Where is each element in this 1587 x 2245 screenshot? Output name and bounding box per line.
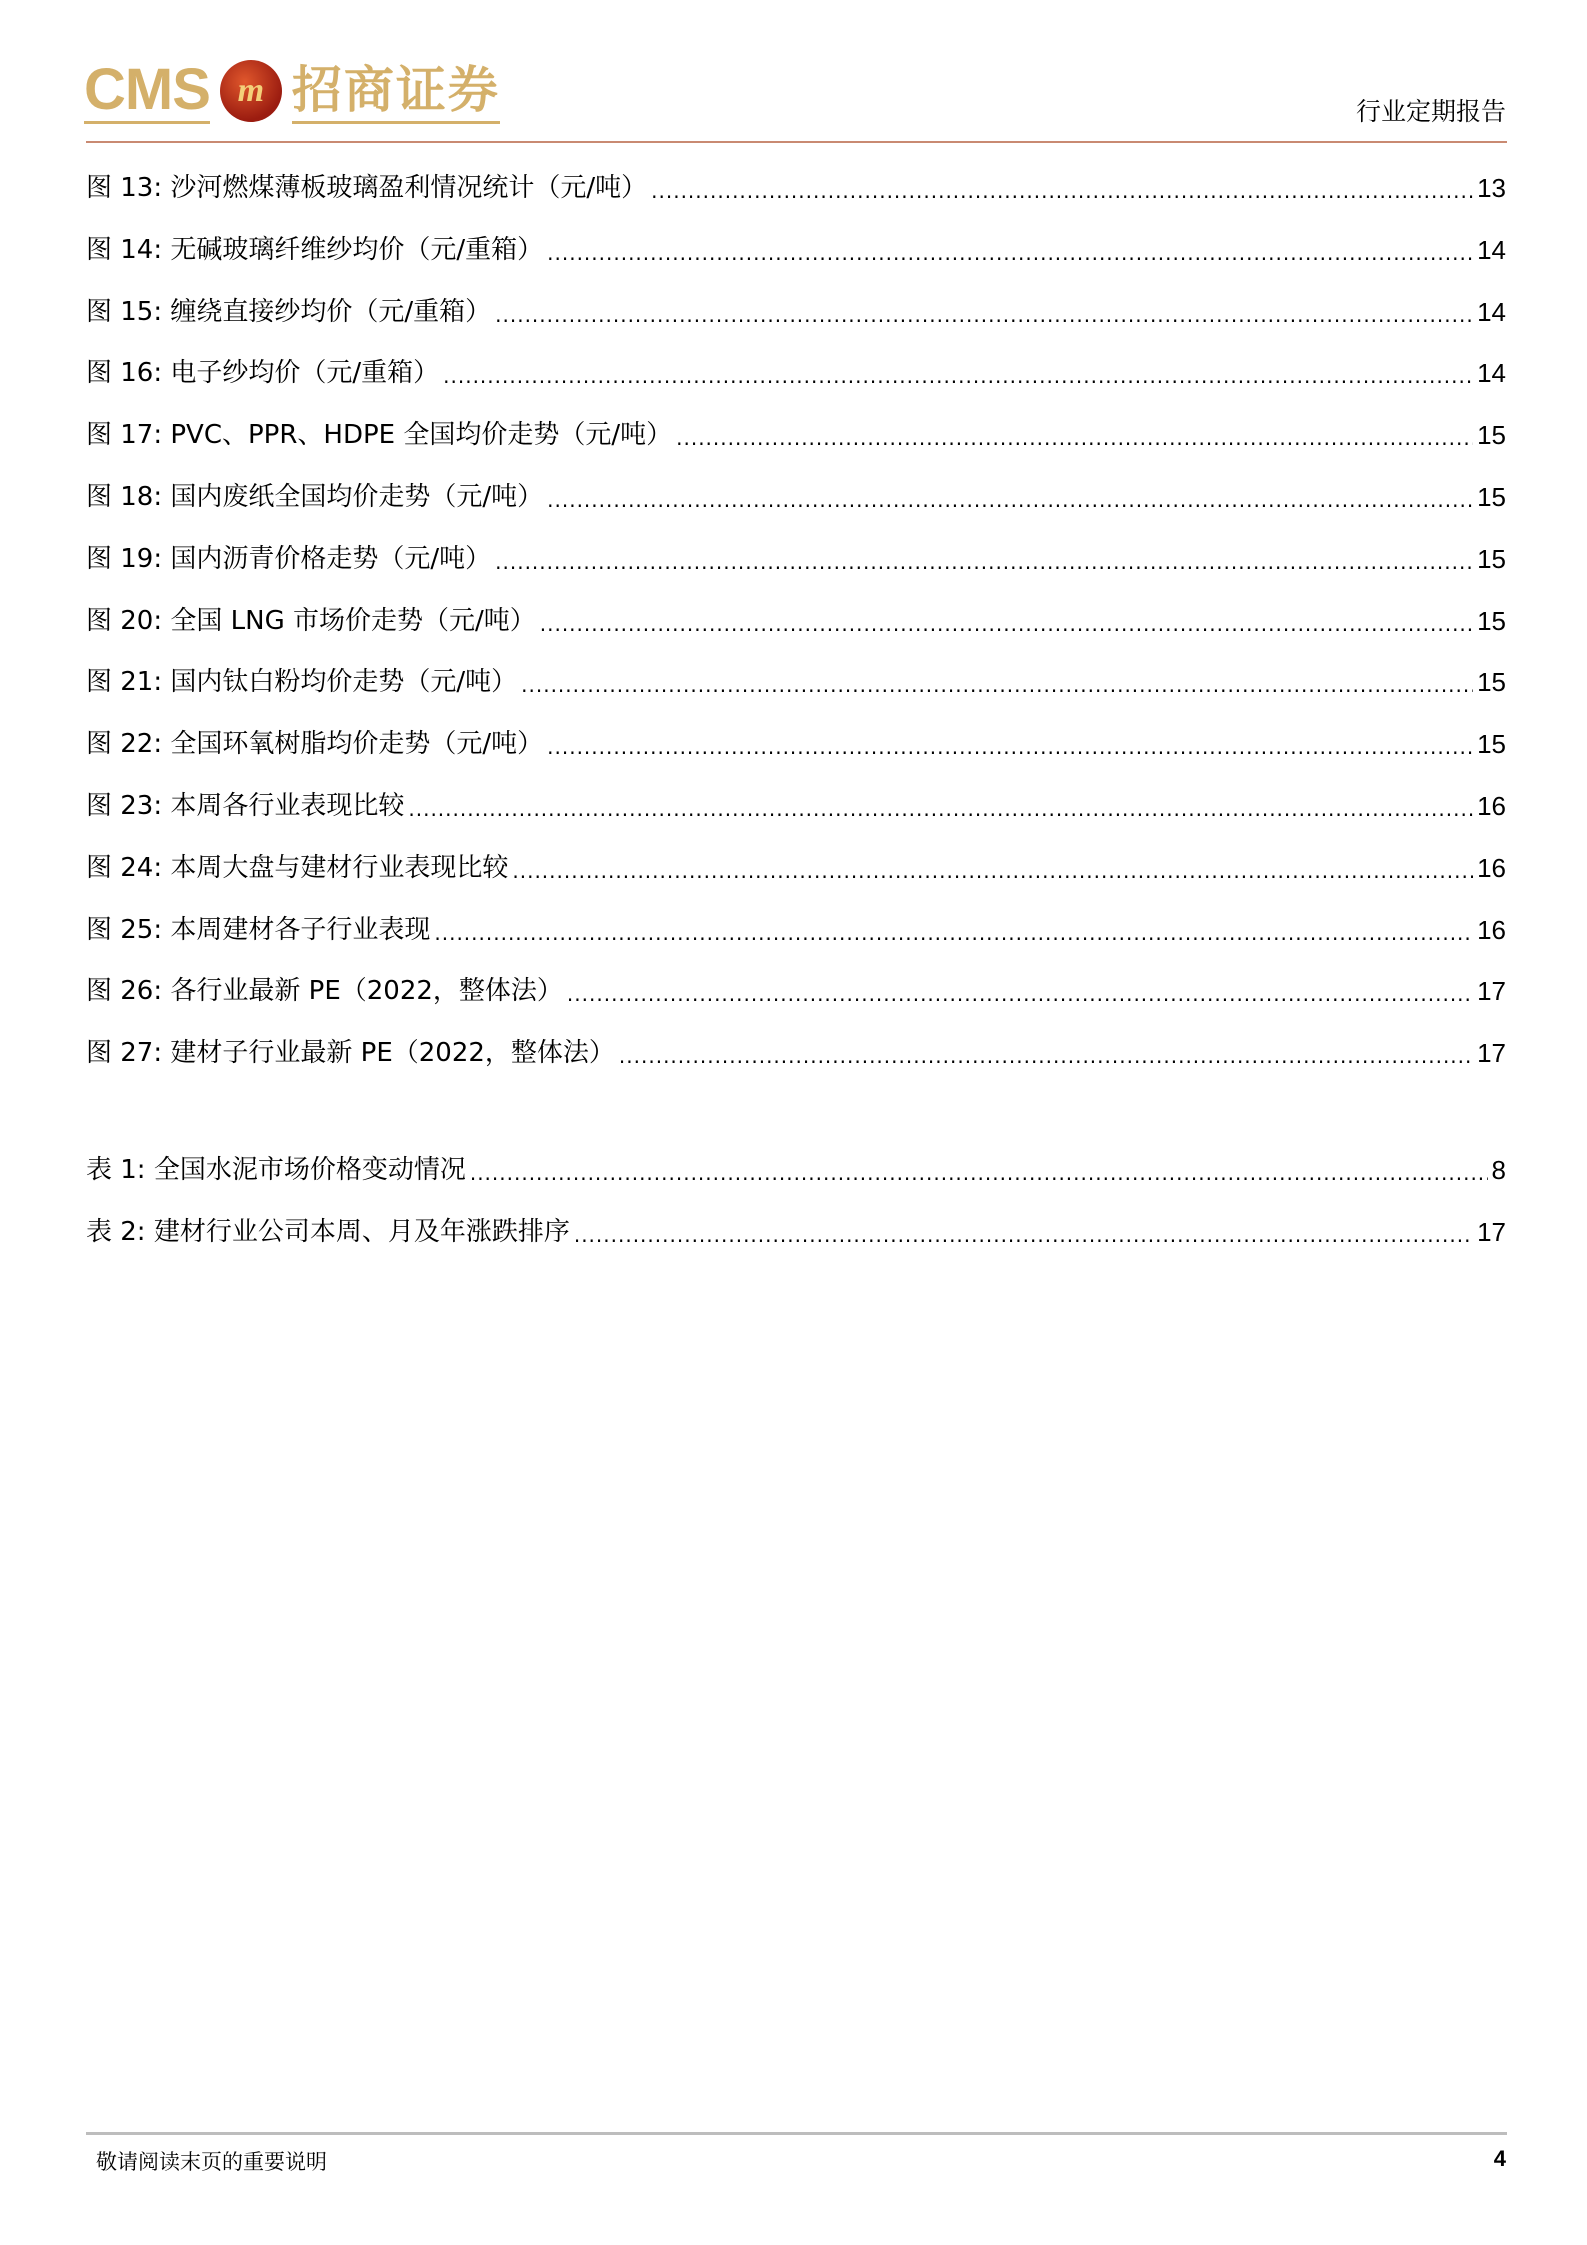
dot-leader (547, 240, 1473, 266)
entry-label: 图 24: 本周大盘与建材行业表现比较 (86, 852, 509, 883)
entry-label: 图 21: 国内钛白粉均价走势（元/吨） (86, 667, 518, 698)
logo-chinese: 招商证券 (292, 59, 500, 124)
logo-latin: CMS (84, 56, 210, 122)
entry-label: 图 22: 全国环氧树脂均价走势（元/吨） (86, 729, 544, 760)
dot-leader (540, 611, 1473, 637)
toc-figure-entry[interactable] (86, 603, 1506, 637)
entry-page: 16 (1477, 914, 1506, 945)
logo-emblem-icon: m (220, 60, 282, 122)
entry-label: 图 15: 缠绕直接纱均价（元/重箱） (86, 296, 492, 327)
footer-note: 敬请阅读末页的重要说明 (96, 2150, 327, 2174)
toc-figure-entry[interactable] (86, 541, 1506, 575)
toc-figure-entry[interactable] (86, 355, 1506, 389)
entry-page: 17 (1477, 1038, 1506, 1069)
entry-page: 15 (1477, 482, 1506, 512)
dot-leader (547, 734, 1473, 760)
entry-label: 表 1: 全国水泥市场价格变动情况 (86, 1155, 466, 1185)
cms-logo (84, 56, 500, 126)
dot-leader (651, 178, 1473, 204)
toc-table-entry[interactable] (86, 1214, 1506, 1248)
toc-figure-entry[interactable] (86, 1035, 1506, 1069)
dot-leader (574, 1222, 1473, 1248)
toc-figure-entry[interactable] (86, 232, 1506, 266)
entry-label: 图 19: 国内沥青价格走势（元/吨） (86, 543, 492, 574)
entry-page: 15 (1477, 605, 1506, 636)
dot-leader (495, 302, 1473, 328)
entry-label: 图 14: 无碱玻璃纤维纱均价（元/重箱） (86, 234, 544, 265)
entry-label: 图 13: 沙河燃煤薄板玻璃盈利情况统计（元/吨） (86, 173, 648, 203)
toc-figure-entry[interactable] (86, 973, 1506, 1007)
entry-page: 8 (1491, 1155, 1506, 1185)
entry-label: 图 23: 本周各行业表现比较 (86, 791, 405, 821)
toc-figure-entry[interactable] (86, 170, 1506, 204)
toc-figure-entry[interactable] (86, 912, 1506, 946)
header-divider (86, 141, 1507, 143)
entry-page: 16 (1477, 852, 1506, 883)
entry-page: 14 (1477, 234, 1506, 265)
entry-page: 15 (1477, 729, 1506, 760)
report-type: 行业定期报告 (1355, 97, 1506, 126)
dot-leader (676, 425, 1473, 451)
entry-label: 图 17: PVC、PPR、HDPE 全国均价走势（元/吨） (86, 420, 673, 451)
toc-figure-entry[interactable] (86, 294, 1506, 328)
entry-label: 图 18: 国内废纸全国均价走势（元/吨） (86, 482, 544, 512)
dot-leader (408, 796, 1473, 822)
entry-page: 13 (1477, 173, 1506, 203)
entry-label: 图 16: 电子纱均价（元/重箱） (86, 358, 440, 389)
dot-leader (521, 672, 1473, 698)
entry-label: 图 20: 全国 LNG 市场价走势（元/吨） (86, 605, 536, 636)
toc-figure-entry[interactable] (86, 726, 1506, 760)
entry-page: 15 (1477, 543, 1506, 574)
dot-leader (619, 1043, 1473, 1069)
dot-leader (567, 981, 1473, 1007)
toc-figure-entry[interactable] (86, 788, 1506, 822)
dot-leader (443, 363, 1473, 389)
toc-figure-entry[interactable] (86, 850, 1506, 884)
dot-leader (434, 920, 1473, 946)
dot-leader (495, 549, 1473, 575)
entry-page: 14 (1477, 358, 1506, 389)
entry-label: 图 26: 各行业最新 PE（2022，整体法） (86, 976, 563, 1007)
entry-page: 15 (1477, 667, 1506, 698)
entry-page: 16 (1477, 791, 1506, 821)
page-number: 4 (1493, 2146, 1506, 2171)
entry-label: 图 27: 建材子行业最新 PE（2022，整体法） (86, 1038, 615, 1069)
dot-leader (547, 487, 1473, 513)
dot-leader (470, 1160, 1488, 1186)
entry-page: 17 (1477, 1216, 1506, 1247)
toc-figure-entry[interactable] (86, 479, 1506, 513)
entry-page: 17 (1477, 976, 1506, 1007)
toc-table-entry[interactable] (86, 1152, 1506, 1186)
entry-label: 表 2: 建材行业公司本周、月及年涨跌排序 (86, 1216, 570, 1247)
toc-figure-entry[interactable] (86, 417, 1506, 451)
entry-page: 15 (1477, 420, 1506, 451)
entry-label: 图 25: 本周建材各子行业表现 (86, 914, 431, 945)
entry-page: 14 (1477, 296, 1506, 327)
toc-figure-entry[interactable] (86, 664, 1506, 698)
dot-leader (512, 858, 1473, 884)
footer-divider (86, 2132, 1507, 2135)
